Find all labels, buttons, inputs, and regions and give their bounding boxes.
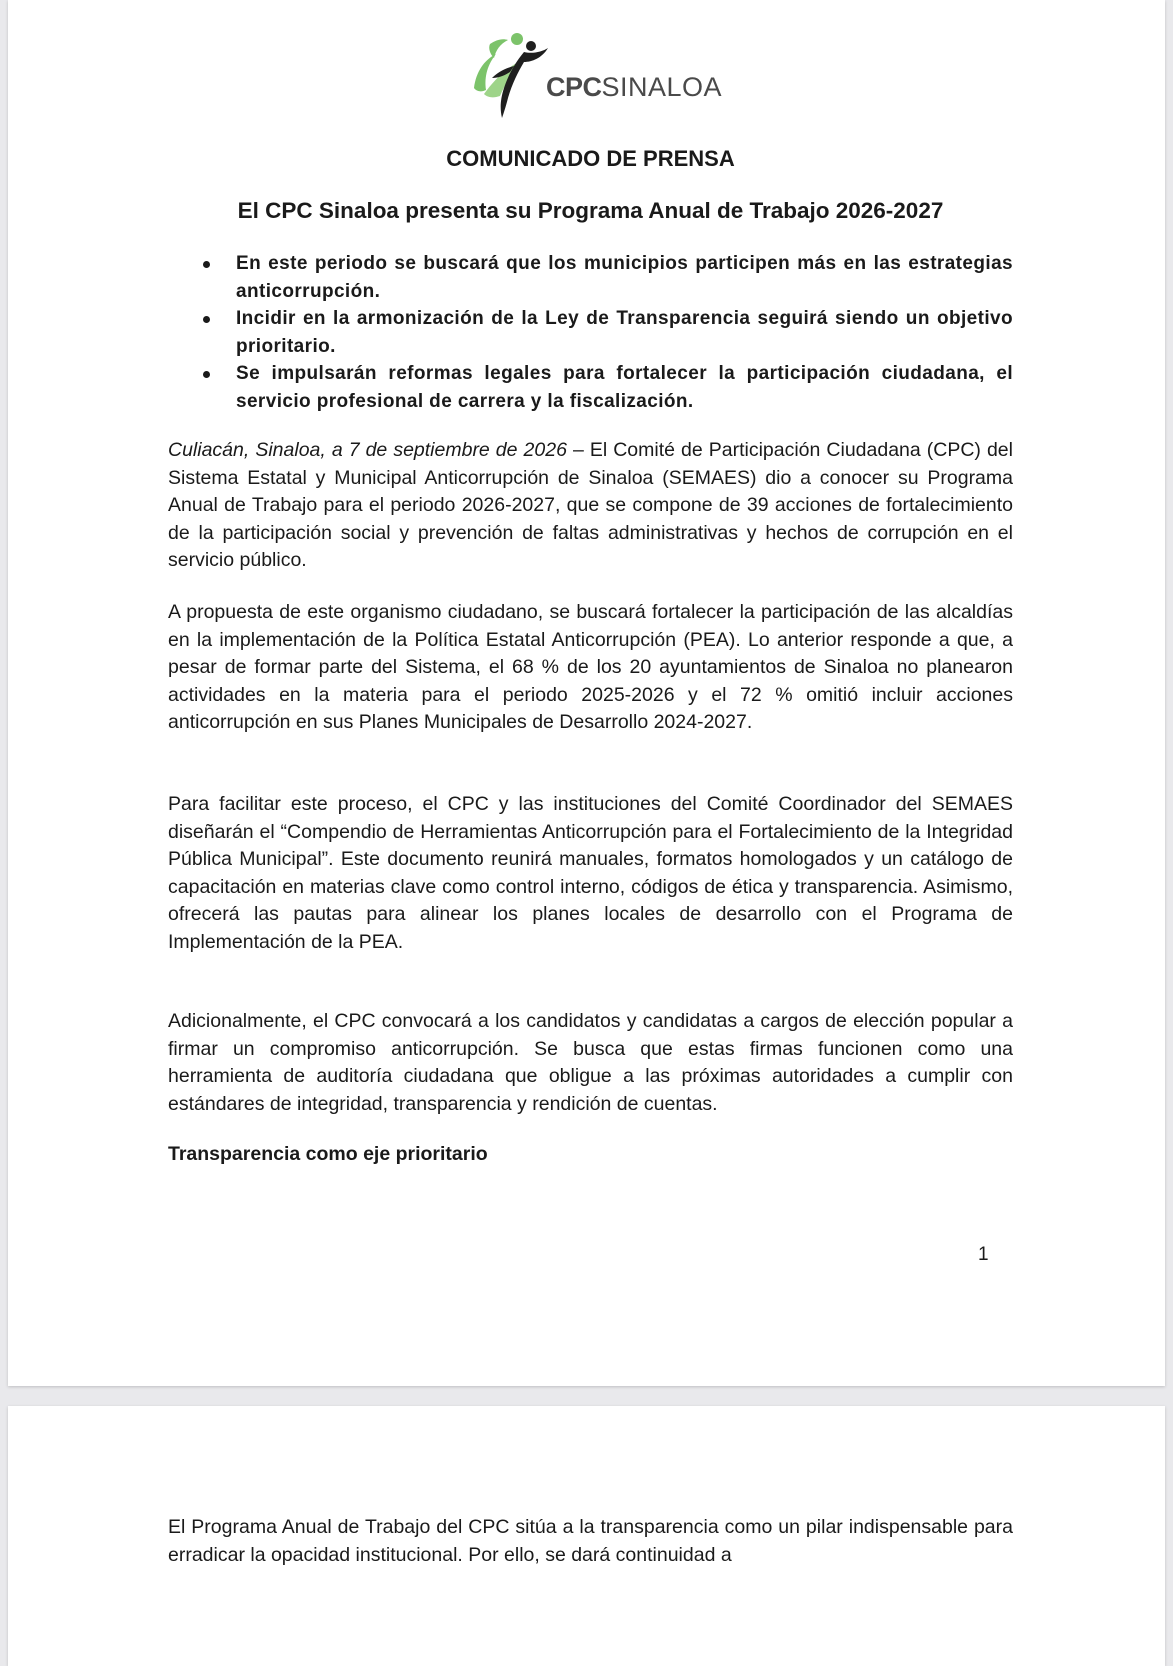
- document-page-2: [8, 1406, 1165, 1666]
- highlight-item: [168, 250, 1013, 305]
- highlight-item: [168, 360, 1013, 415]
- bullet-icon: [203, 316, 210, 323]
- highlight-text: Incidir en la armonización de la Ley de Transparencia seguirá siendo un objetivo prioritario.: [236, 308, 1013, 357]
- bullet-icon: [203, 371, 210, 378]
- highlight-text: Se impulsarán reformas legales para fortalecer la participación ciudadana, el servicio profesional de carrera y la fiscalización.: [236, 363, 1013, 412]
- document-page-1: [8, 0, 1165, 1386]
- logo-text-cpc: CPC: [546, 72, 602, 102]
- dateline: Culiacán, Sinaloa, a 7 de septiembre de 2026: [168, 439, 567, 461]
- page-2-content: [168, 1406, 1013, 1666]
- document-type-heading: COMUNICADO DE PRENSA: [446, 146, 735, 171]
- body-paragraph-3: Para facilitar este proceso, el CPC y las instituciones del Comité Coordinador del SEMAES diseñarán el “Compendio de Herramientas Anticorrupción para el Fortalecimiento de la Integridad Pública Municipal”. Este documento reunirá manuales, formatos homologados y un catálogo de capacitación en materias clave como control interno, códigos de ética y transparencia. Asimismo, ofrecerá las pautas para alinear los planes locales de desarrollo con el Programa de Implementación de la PEA.: [168, 793, 1013, 953]
- paragraph-1-text: – El Comité de Participación Ciudadana (CPC) del Sistema Estatal y Municipal Anticorrupción de Sinaloa (SEMAES) dio a conocer su Programa Anual de Trabajo para el periodo 2026-2027, que se compone de 39 acciones de fortalecimiento de la participación social y prevención de faltas administrativas y hechos de corrupción en el servicio público.: [168, 439, 1013, 571]
- body-paragraph-2: A propuesta de este organismo ciudadano, se buscará fortalecer la participación de las alcaldías en la implementación de la Política Estatal Anticorrupción (PEA). Lo anterior responde a que, a pesar de formar parte del Sistema, el 68 % de los 20 ayuntamientos de Sinaloa no planearon actividades en la materia para el periodo 2025-2026 y el 72 % omitió incluir acciones anticorrupción en sus Planes Municipales de Desarrollo 2024-2027.: [168, 601, 1013, 733]
- page-1-content: [168, 0, 1013, 1386]
- highlight-text: En este periodo se buscará que los municipios participen más en las estrategias anticorrupción.: [236, 253, 1013, 302]
- highlight-item: [168, 305, 1013, 360]
- logo-text-sinaloa: SINALOA: [601, 72, 723, 102]
- highlights-list: [168, 250, 1013, 415]
- body-paragraph-4: Adicionalmente, el CPC convocará a los candidatos y candidatas a cargos de elección popular a firmar un compromiso anticorrupción. Se busca que estas firmas funcionen como una herramienta de auditoría ciudadana que obligue a las próximas autoridades a cumplir con estándares de integridad, transparencia y rendición de cuentas.: [168, 1010, 1013, 1115]
- body-paragraph-5: El Programa Anual de Trabajo del CPC sitúa a la transparencia como un pilar indispensable para erradicar la opacidad institucional. Por ello, se dará continuidad a: [168, 1516, 1013, 1566]
- section-subheading: Transparencia como eje prioritario: [168, 1143, 488, 1165]
- document-headline: El CPC Sinaloa presenta su Programa Anual de Trabajo 2026-2027: [237, 198, 944, 223]
- page-number: 1: [978, 1244, 989, 1265]
- bullet-icon: [203, 261, 210, 268]
- body-paragraph-1: [168, 437, 1013, 575]
